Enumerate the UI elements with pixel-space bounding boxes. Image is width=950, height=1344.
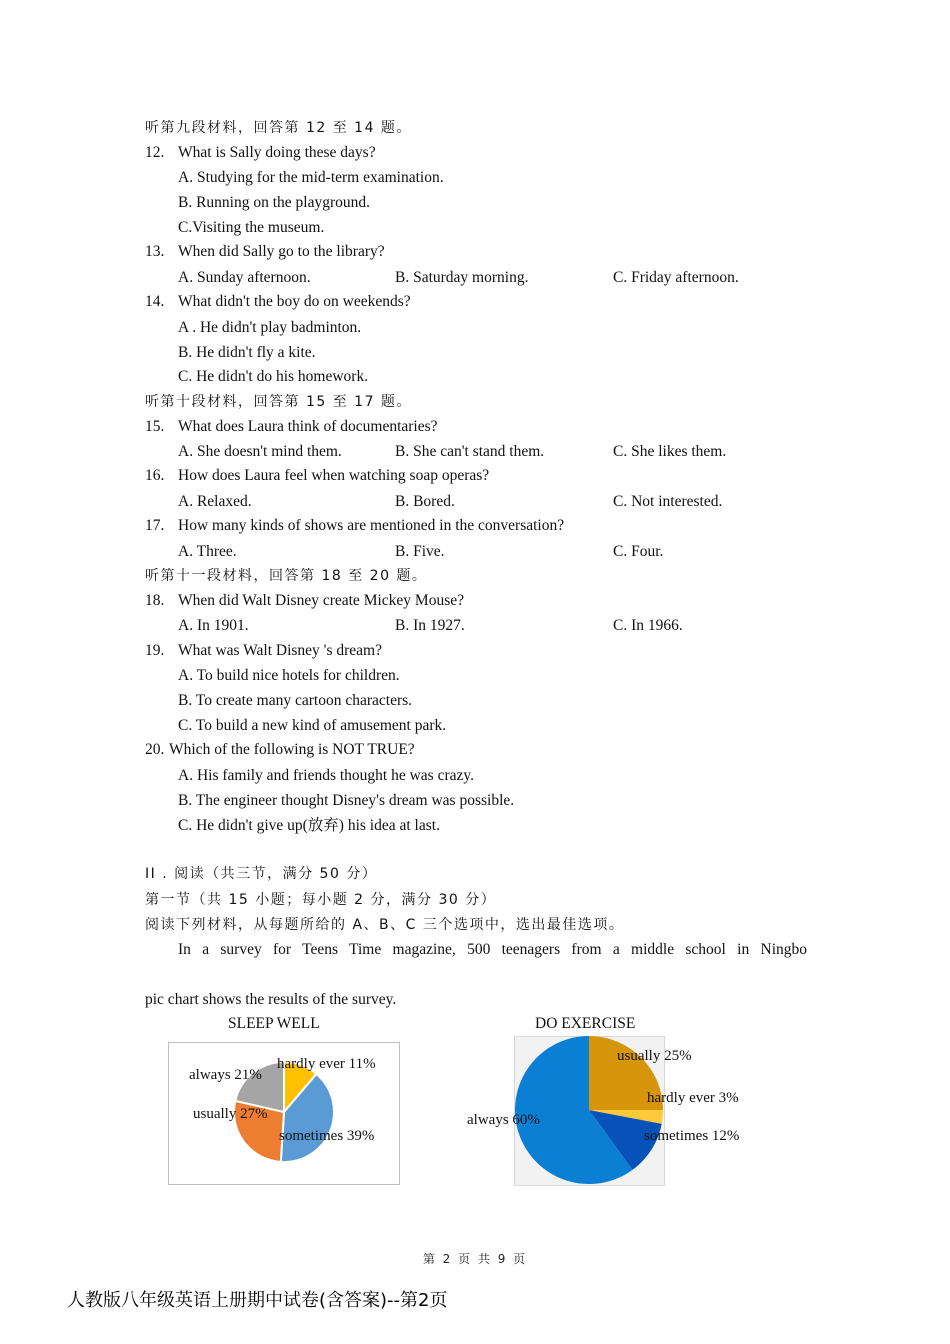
question-number-16: 16. [145, 467, 165, 484]
section-heading-10: 听第十段材料，回答第 15 至 17 题。 [145, 394, 412, 410]
sleep-label-always: always 21% [189, 1067, 262, 1083]
option-20b: B. The engineer thought Disney's dream was possible. [178, 792, 515, 809]
reading-subheading: 第一节（共 15 小题；每小题 2 分，满分 30 分） [145, 892, 497, 908]
exercise-label-sometimes: sometimes 12% [644, 1128, 740, 1144]
option-20c: C. He didn't give up(放弃) his idea at last. [178, 817, 440, 834]
question-number-13: 13. [145, 243, 165, 260]
question-number-20: 20. [145, 741, 165, 758]
option-16a: A. Relaxed. [178, 493, 252, 510]
option-15c: C. She likes them. [613, 443, 727, 460]
option-18c: C. In 1966. [613, 617, 683, 634]
option-14b: B. He didn't fly a kite. [178, 344, 316, 361]
reading-heading: II . 阅读（共三节，满分 50 分） [145, 866, 378, 882]
document-title: 人教版八年级英语上册期中试卷(含答案)--第2页 [67, 1290, 448, 1311]
passage-line-2: pic chart shows the results of the survey. [145, 991, 397, 1008]
question-number-15: 15. [145, 418, 165, 435]
option-18b: B. In 1927. [395, 617, 465, 634]
option-19c: C. To build a new kind of amusement park. [178, 717, 447, 734]
option-19b: B. To create many cartoon characters. [178, 692, 413, 709]
option-12c: C.Visiting the museum. [178, 219, 325, 236]
option-14a: A . He didn't play badminton. [178, 319, 362, 336]
question-number-19: 19. [145, 642, 165, 659]
question-text-20: Which of the following is NOT TRUE? [169, 741, 415, 758]
sleep-label-usually: usually 27% [193, 1106, 268, 1122]
passage-line-1: In a survey for Teens Time magazine, 500 teenagers from a middle school in Ningbo [178, 941, 807, 958]
exercise-label-always: always 60% [467, 1112, 540, 1128]
question-text-17: How many kinds of shows are mentioned in the conversation? [178, 517, 565, 534]
section-heading-9: 听第九段材料，回答第 12 至 14 题。 [145, 120, 412, 136]
question-text-19: What was Walt Disney 's dream? [178, 642, 382, 659]
option-18a: A. In 1901. [178, 617, 249, 634]
question-text-13: When did Sally go to the library? [178, 243, 385, 260]
question-number-18: 18. [145, 592, 165, 609]
option-19a: A. To build nice hotels for children. [178, 667, 400, 684]
option-14c: C. He didn't do his homework. [178, 368, 369, 385]
question-text-15: What does Laura think of documentaries? [178, 418, 438, 435]
option-16b: B. Bored. [395, 493, 455, 510]
question-text-16: How does Laura feel when watching soap operas? [178, 467, 490, 484]
exercise-label-hardly-ever: hardly ever 3% [647, 1090, 739, 1106]
chart-title-sleep-well: SLEEP WELL [228, 1015, 320, 1032]
question-text-18: When did Walt Disney create Mickey Mouse? [178, 592, 464, 609]
option-17a: A. Three. [178, 543, 237, 560]
option-15a: A. She doesn't mind them. [178, 443, 342, 460]
option-13b: B. Saturday morning. [395, 269, 529, 286]
reading-instruction: 阅读下列材料，从每题所给的 A、B、C 三个选项中，选出最佳选项。 [145, 917, 625, 933]
question-number-17: 17. [145, 517, 165, 534]
option-12a: A. Studying for the mid-term examination. [178, 169, 444, 186]
option-17b: B. Five. [395, 543, 445, 560]
option-20a: A. His family and friends thought he was crazy. [178, 767, 474, 784]
option-13a: A. Sunday afternoon. [178, 269, 311, 286]
option-13c: C. Friday afternoon. [613, 269, 739, 286]
sleep-label-sometimes: sometimes 39% [279, 1128, 375, 1144]
option-12b: B. Running on the playground. [178, 194, 371, 211]
question-number-14: 14. [145, 293, 165, 310]
option-17c: C. Four. [613, 543, 664, 560]
exercise-label-usually: usually 25% [617, 1048, 692, 1064]
section-heading-11: 听第十一段材料，回答第 18 至 20 题。 [145, 568, 428, 584]
question-text-14: What didn't the boy do on weekends? [178, 293, 411, 310]
question-number-12: 12. [145, 144, 165, 161]
option-15b: B. She can't stand them. [395, 443, 545, 460]
question-text-12: What is Sally doing these days? [178, 144, 376, 161]
page-number: 第 2 页 共 9 页 [422, 1252, 528, 1266]
chart-title-do-exercise: DO EXERCISE [535, 1015, 636, 1032]
option-16c: C. Not interested. [613, 493, 723, 510]
sleep-label-hardly-ever: hardly ever 11% [277, 1056, 376, 1072]
